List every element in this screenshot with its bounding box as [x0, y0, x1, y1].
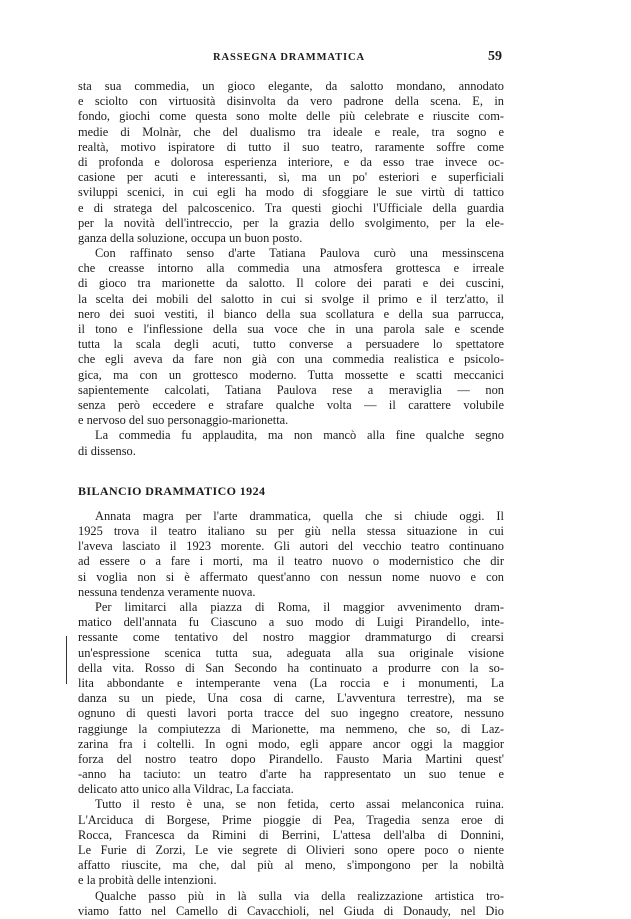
text-line: tutta la scala degli acuti, tutto converse a persuadere lo spettatore: [78, 337, 504, 352]
text-line: ognuno di questi lavori porta tracce del suo ingegno creatore, nessuno: [78, 706, 504, 721]
paragraph: [78, 509, 504, 600]
text-line: raggiunge la compiutezza di Marionette, ma nemmeno, che so, di Laz-: [78, 721, 504, 736]
text-line: realtà, motivo ispiratore di tutto il suo teatro, raramente soffre come: [78, 139, 504, 154]
paragraph: [78, 889, 504, 919]
text-line: Per limitarci alla piazza di Roma, il maggior avvenimento dram-: [95, 600, 504, 615]
paragraph: [78, 246, 504, 428]
text-line: di gioco tra marionette da salotto. Il colore dei parati e dei cuscini,: [78, 276, 504, 291]
paragraph: [78, 797, 504, 888]
text-line: viamo fatto nel Camello di Cavacchioli, nel Giuda di Donaudy, nel Dio: [78, 903, 504, 918]
text-line: e la probità delle intenzioni.: [78, 873, 217, 888]
text-line: danza su un piede, Una cosa di carne, L'avventura terrestre), ma se: [78, 691, 504, 706]
text-line: casione per acuti e interessanti, sì, ma un po' esteriori e superficiali: [78, 170, 504, 185]
running-header: [78, 50, 504, 68]
text-line: e sciolto con virtuosità disinvolta da vero padrone della scena. E, in: [78, 94, 504, 109]
text-line: zarina fra i coltelli. In ogni modo, egli appare ancor oggi la maggior: [78, 736, 504, 751]
margin-pencil-mark: [66, 636, 69, 684]
text-line: un'espressione scenica tutta sua, adeguata alla sua originale visione: [78, 645, 504, 660]
text-line: che creasse intorno alla commedia una atmosfera grottesca e irreale: [78, 261, 504, 276]
text-line: Rocca, Francesca da Rimini di Berrini, L'attesa dell'alba di Donnini,: [78, 827, 504, 842]
text-line: 1925 trova il teatro italiano su per giù nella stessa situazione in cui: [78, 524, 504, 539]
text-line: il tono e l'inflessione della sua voce che in una parola sale e scende: [78, 322, 504, 336]
text-line: ganza della soluzione, occupa un buon posto.: [78, 230, 303, 245]
section-heading: BILANCIO DRAMMATICO 1924: [78, 483, 266, 498]
text-line: L'Arciduca di Borgese, Prime pioggie di Pea, Tragedia senza eroe di: [78, 812, 504, 827]
text-line: sta sua commedia, un gioco elegante, da salotto mondano, annodato: [78, 79, 504, 93]
text-line: Tutto il resto è una, se non fetida, certo assai melanconica ruina.: [95, 797, 504, 812]
text-line: la scelta dei mobili del salotto in cui si svolge il primo e il terz'atto, il: [78, 291, 504, 306]
text-line: ad essere o a fare i morti, ma il teatro nuovo o modernistico che dir: [78, 554, 504, 569]
text-line: fondo, giochi come questa sono molte delle più celebrate e riuscite com-: [78, 109, 504, 124]
body-text: [78, 79, 504, 919]
text-line: senza però eccedere e strafare qualche volta — il carattere volubile: [78, 397, 504, 412]
text-line: Le Furie di Zorzi, Le vie segrete di Olivieri sono opere poco o niente: [78, 843, 504, 858]
text-line: forza del nostro teatro dopo Pirandello. Fausto Maria Martini quest': [78, 751, 504, 766]
text-line: e di stratega del palcoscenico. Tra questi giochi l'Ufficiale della guardia: [78, 200, 504, 215]
text-line: nero dei suoi vestiti, il bianco della sua scollatura e della sua parrucca,: [78, 306, 504, 321]
text-line: Qualche passo più in là sulla via della realizzazione artistica tro-: [95, 888, 504, 903]
text-line: sviluppi scenici, in cui egli ha modo di sfoggiare le sue virtù di tattico: [78, 185, 504, 200]
text-line: e nervoso del suo personaggio-marionetta.: [78, 413, 289, 428]
paragraph: [78, 428, 504, 458]
text-line: per la novità dell'intreccio, per la grazia dello svolgimento, per la ele-: [78, 215, 504, 230]
text-line: l'aveva lasciato il 1923 morente. Gli autori del vecchio teatro continuano: [78, 539, 504, 554]
text-line: Annata magra per l'arte drammatica, quella che si chiude oggi. Il: [95, 508, 504, 523]
page-number: 59: [488, 49, 502, 64]
running-title: RASSEGNA DRAMMATICA: [213, 52, 365, 63]
text-line: matico dell'annata fu Ciascuno a suo modo di Luigi Pirandello, inte-: [78, 615, 504, 630]
text-line: gica, ma con un grottesco moderno. Tutta mossette e scatti meccanici: [78, 367, 504, 382]
paragraph: [78, 79, 504, 246]
text-line: della vita. Rosso di San Secondo ha continuato a produrre con la so-: [78, 660, 504, 675]
text-line: di dissenso.: [78, 443, 136, 458]
text-line: lita abbondante e intemperante vena (La roccia e i monumenti, La: [78, 675, 504, 690]
text-line: -anno ha taciuto: un teatro d'arte ha rappresentato un suo tenue e: [78, 767, 504, 782]
text-line: che egli aveva da fare non già con una commedia realistica e psicolo-: [78, 352, 504, 367]
text-line: ressante come tentativo del nostro maggior drammaturgo di crearsi: [78, 630, 504, 645]
text-line: affatto riuscite, ma che, dal più al meno, s'impongono per la nobiltà: [78, 858, 504, 873]
text-line: delicato atto unico alla Vildrac, La facciata.: [78, 782, 294, 797]
text-line: si voglia non si è affermato quest'anno con nessun nome nuovo e con: [78, 569, 504, 584]
text-line: La commedia fu applaudita, ma non mancò alla fine qualche segno: [95, 428, 504, 443]
text-line: nessuna tendenza veramente nuova.: [78, 584, 256, 599]
text-line: di profonda e dolorosa esperienza interiore, e da esso trae invece oc-: [78, 154, 504, 169]
text-line: sapientemente calcolati, Tatiana Paulova rese a meraviglia — non: [78, 382, 504, 397]
text-line: medie di Molnàr, che del dualismo tra ideale e reale, tra sogno e: [78, 124, 504, 139]
text-line: Con raffinato senso d'arte Tatiana Paulova curò una messinscena: [95, 246, 504, 261]
paragraph: [78, 600, 504, 797]
